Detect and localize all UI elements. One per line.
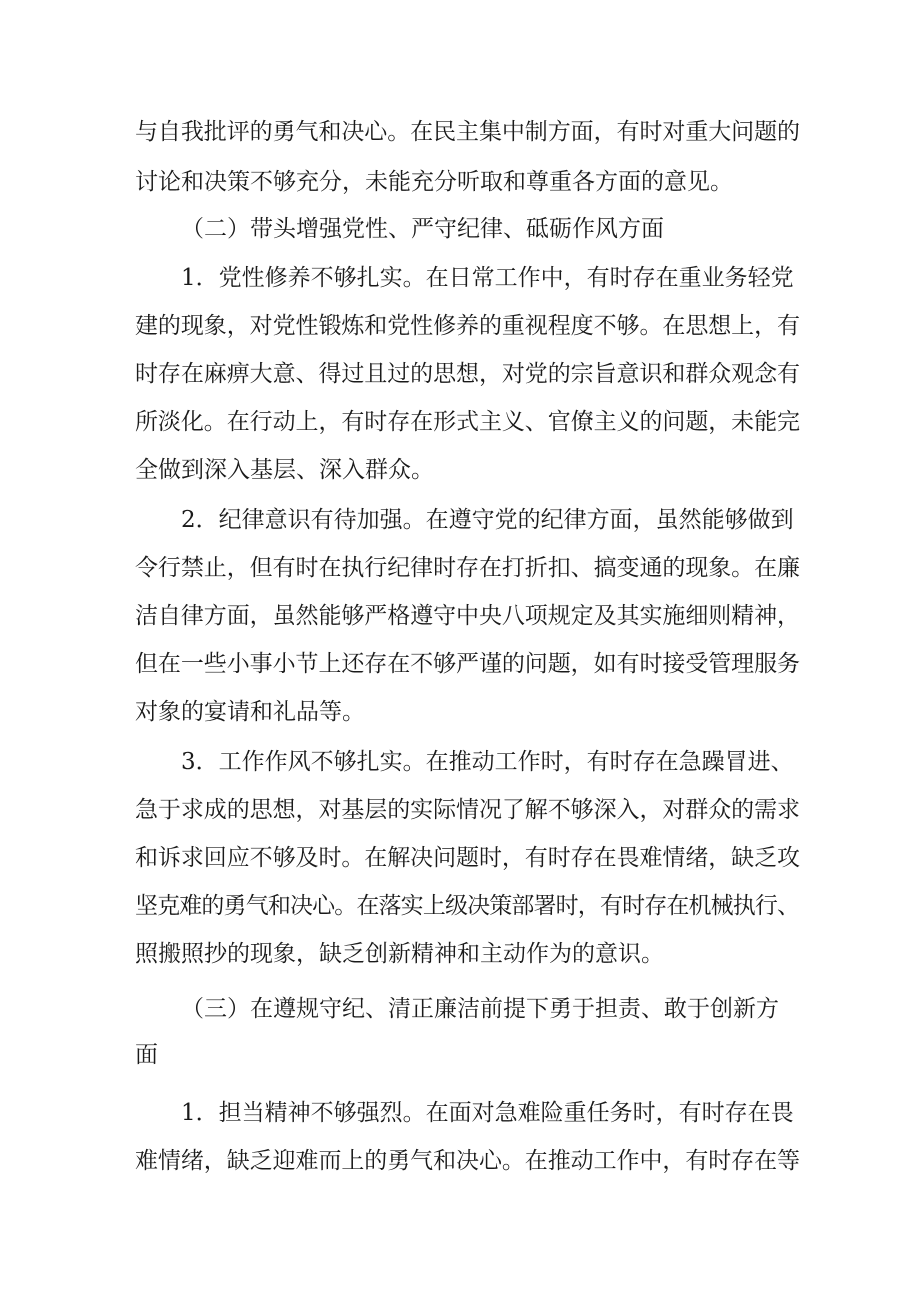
- section-heading: （三）在遵规守纪、清正廉洁前提下勇于担责、敢于创新方: [181, 996, 779, 1022]
- body-line: 2．纪律意识有待加强。在遵守党的纪律方面，虽然能够做到: [181, 507, 794, 533]
- body-line: 3．工作作风不够扎实。在推动工作时，有时存在急躁冒进、: [181, 749, 794, 775]
- body-line: 与自我批评的勇气和决心。在民主集中制方面，有时对重大问题的: [135, 119, 800, 145]
- body-line: 难情绪，缺乏迎难而上的勇气和决心。在推动工作中，有时存在等: [135, 1148, 800, 1174]
- body-line: 1．党性修养不够扎实。在日常工作中，有时存在重业务轻党: [181, 265, 794, 291]
- body-line: 所淡化。在行动上，有时存在形式主义、官僚主义的问题，未能完: [135, 409, 800, 435]
- body-line: 令行禁止，但有时在执行纪律时存在打折扣、搞变通的现象。在廉: [135, 555, 800, 581]
- section-heading: （二）带头增强党性、严守纪律、砥砺作风方面: [181, 216, 664, 242]
- body-line: 坚克难的勇气和决心。在落实上级决策部署时，有时存在机械执行、: [135, 893, 800, 919]
- body-line: 建的现象，对党性锻炼和党性修养的重视程度不够。在思想上，有: [135, 313, 800, 339]
- body-line: 时存在麻痹大意、得过且过的思想，对党的宗旨意识和群众观念有: [135, 361, 800, 387]
- body-line: 照搬照抄的现象，缺乏创新精神和主动作为的意识。: [135, 941, 664, 967]
- section-heading-continued: 面: [135, 1042, 158, 1068]
- body-line: 讨论和决策不够充分，未能充分听取和尊重各方面的意见。: [135, 169, 733, 195]
- body-line: 和诉求回应不够及时。在解决问题时，有时存在畏难情绪，缺乏攻: [135, 845, 800, 871]
- body-line: 1．担当精神不够强烈。在面对急难险重任务时，有时存在畏: [181, 1100, 794, 1126]
- body-line: 但在一些小事小节上还存在不够严谨的问题，如有时接受管理服务: [135, 651, 800, 677]
- body-line: 全做到深入基层、深入群众。: [135, 457, 434, 483]
- body-line: 急于求成的思想，对基层的实际情况了解不够深入，对群众的需求: [135, 797, 800, 823]
- body-line: 对象的宴请和礼品等。: [135, 699, 365, 725]
- body-line: 洁自律方面，虽然能够严格遵守中央八项规定及其实施细则精神，: [135, 603, 800, 629]
